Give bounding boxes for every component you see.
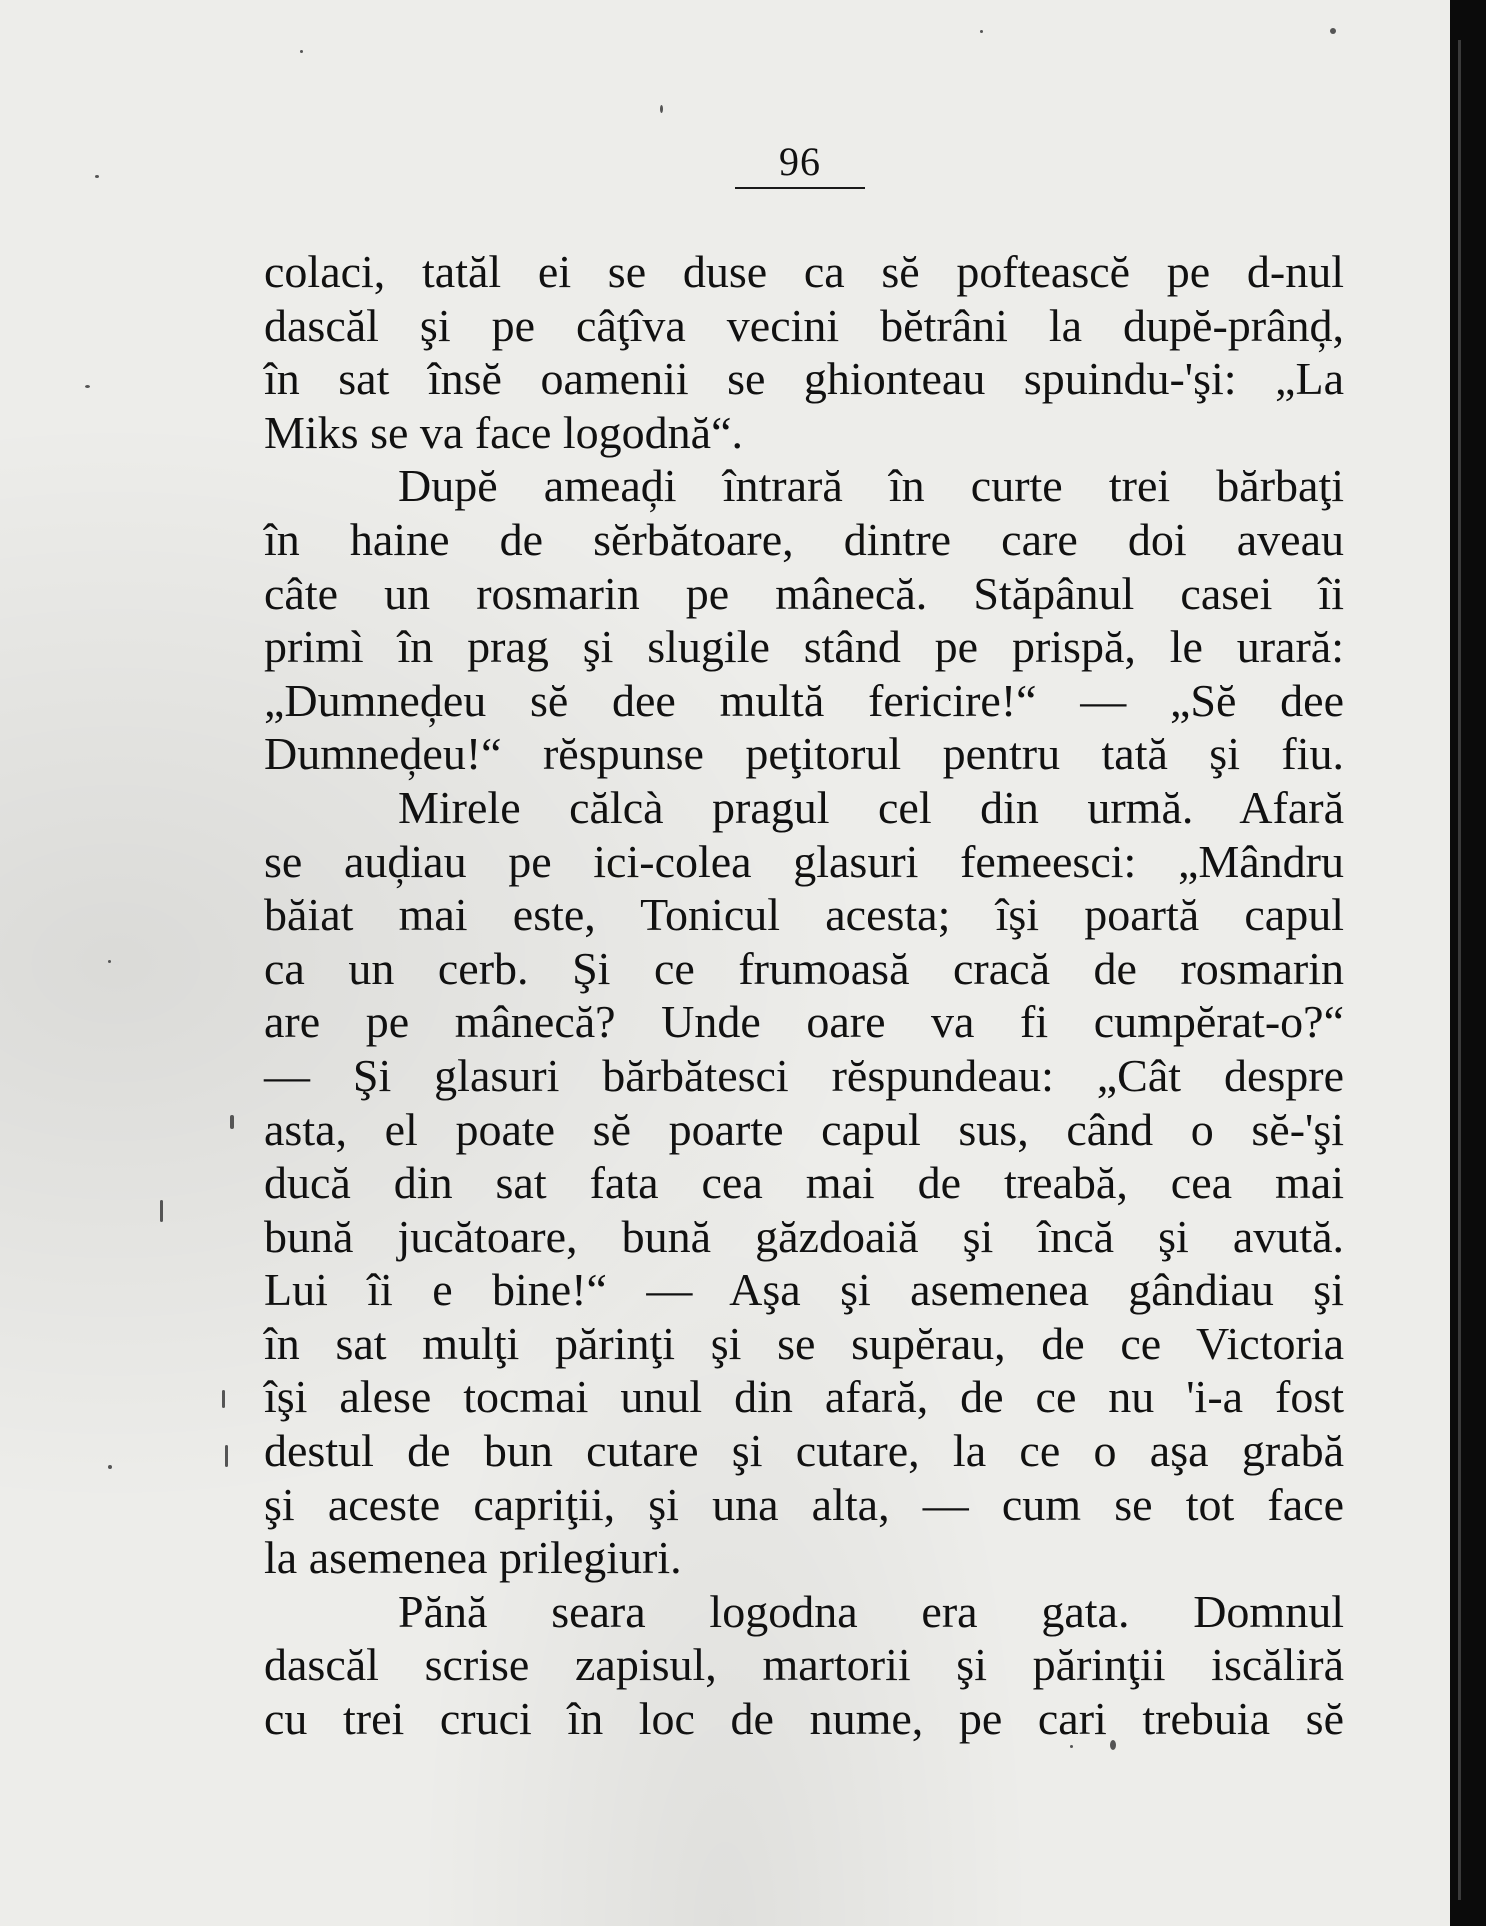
- paragraph: [264, 459, 1344, 781]
- body-text: [264, 245, 1344, 1746]
- text-line: primì în prag şi slugile stând pe prispă, le urară:: [264, 621, 1344, 673]
- text-line: se auḑiau pe ici-colea glasuri femeesci: „Mândru: [264, 835, 1344, 887]
- text-line: Pănă seara logodna era gata. Domnul: [398, 1585, 1344, 1637]
- text-line: dascăl şi pe câţîva vecini bĕtrâni la dupĕ-prânḑ,: [264, 299, 1344, 351]
- text-line: câte un rosmarin pe mânecă. Stăpânul casei îi: [264, 567, 1344, 619]
- text-line: Dupĕ ameaḑi întrară în curte trei bărbaţi: [398, 460, 1344, 512]
- text-line: dascăl scrise zapisul, martorii şi părinţii iscăliră: [264, 1639, 1344, 1691]
- text-line: la asemenea prilegiuri.: [264, 1532, 682, 1584]
- text-line: bună jucătoare, bună găzdoaiă şi încă şi avută.: [264, 1210, 1344, 1262]
- text-line: „Dumneḑeu sĕ dee multă fericire!“ — „Sĕ dee: [264, 674, 1344, 726]
- text-line: cu trei cruci în loc de nume, pe cari trebuia sĕ: [264, 1693, 1344, 1745]
- text-line: are pe mânecă? Unde oare va fi cumpĕrat-o?“: [264, 996, 1344, 1048]
- text-line: Lui îi e bine!“ — Aşa şi asemenea gândiau şi: [264, 1264, 1344, 1316]
- text-line: în haine de sĕrbătoare, dintre care doi aveau: [264, 513, 1344, 565]
- text-line: îşi alese tocmai unul din afară, de ce nu 'i-a fost: [264, 1371, 1344, 1423]
- text-line: băiat mai este, Tonicul acesta; îşi poartă capul: [264, 889, 1344, 941]
- text-line: — Şi glasuri bărbătesci rĕspundeau: „Cât despre: [264, 1049, 1344, 1101]
- text-line: în sat însĕ oamenii se ghionteau spuindu-'şi: „La: [264, 353, 1344, 405]
- text-line: Mirele călcà pragul cel din urmă. Afară: [398, 781, 1344, 833]
- text-line: ducă din sat fata cea mai de treabă, cea mai: [264, 1157, 1344, 1209]
- page-number-rule: [735, 187, 865, 189]
- text-line: în sat mulţi părinţi şi se supĕrau, de ce Victoria: [264, 1317, 1344, 1369]
- binding-strip: [1458, 40, 1461, 1900]
- text-line: şi aceste capriţii, şi una alta, — cum se tot face: [264, 1478, 1344, 1530]
- text-line: Dumneḑeu!“ rĕspunse peţitorul pentru tată şi fiu.: [264, 728, 1344, 780]
- text-line: ca un cerb. Şi ce frumoasă cracă de rosmarin: [264, 942, 1344, 994]
- page-edge-shadow: [1450, 0, 1486, 1926]
- paragraph: [264, 1585, 1344, 1746]
- paragraph: [264, 781, 1344, 1585]
- text-line: Miks se va face logodnă“.: [264, 406, 744, 458]
- text-line: colaci, tatăl ei se duse ca sĕ pofteascĕ pe d-nul: [264, 246, 1344, 297]
- paragraph: [264, 245, 1344, 459]
- text-line: asta, el poate sĕ poarte capul sus, când o sĕ-'şi: [264, 1103, 1344, 1155]
- text-line: destul de bun cutare şi cutare, la ce o aşa grabă: [264, 1425, 1344, 1477]
- page-number: 96: [779, 139, 821, 184]
